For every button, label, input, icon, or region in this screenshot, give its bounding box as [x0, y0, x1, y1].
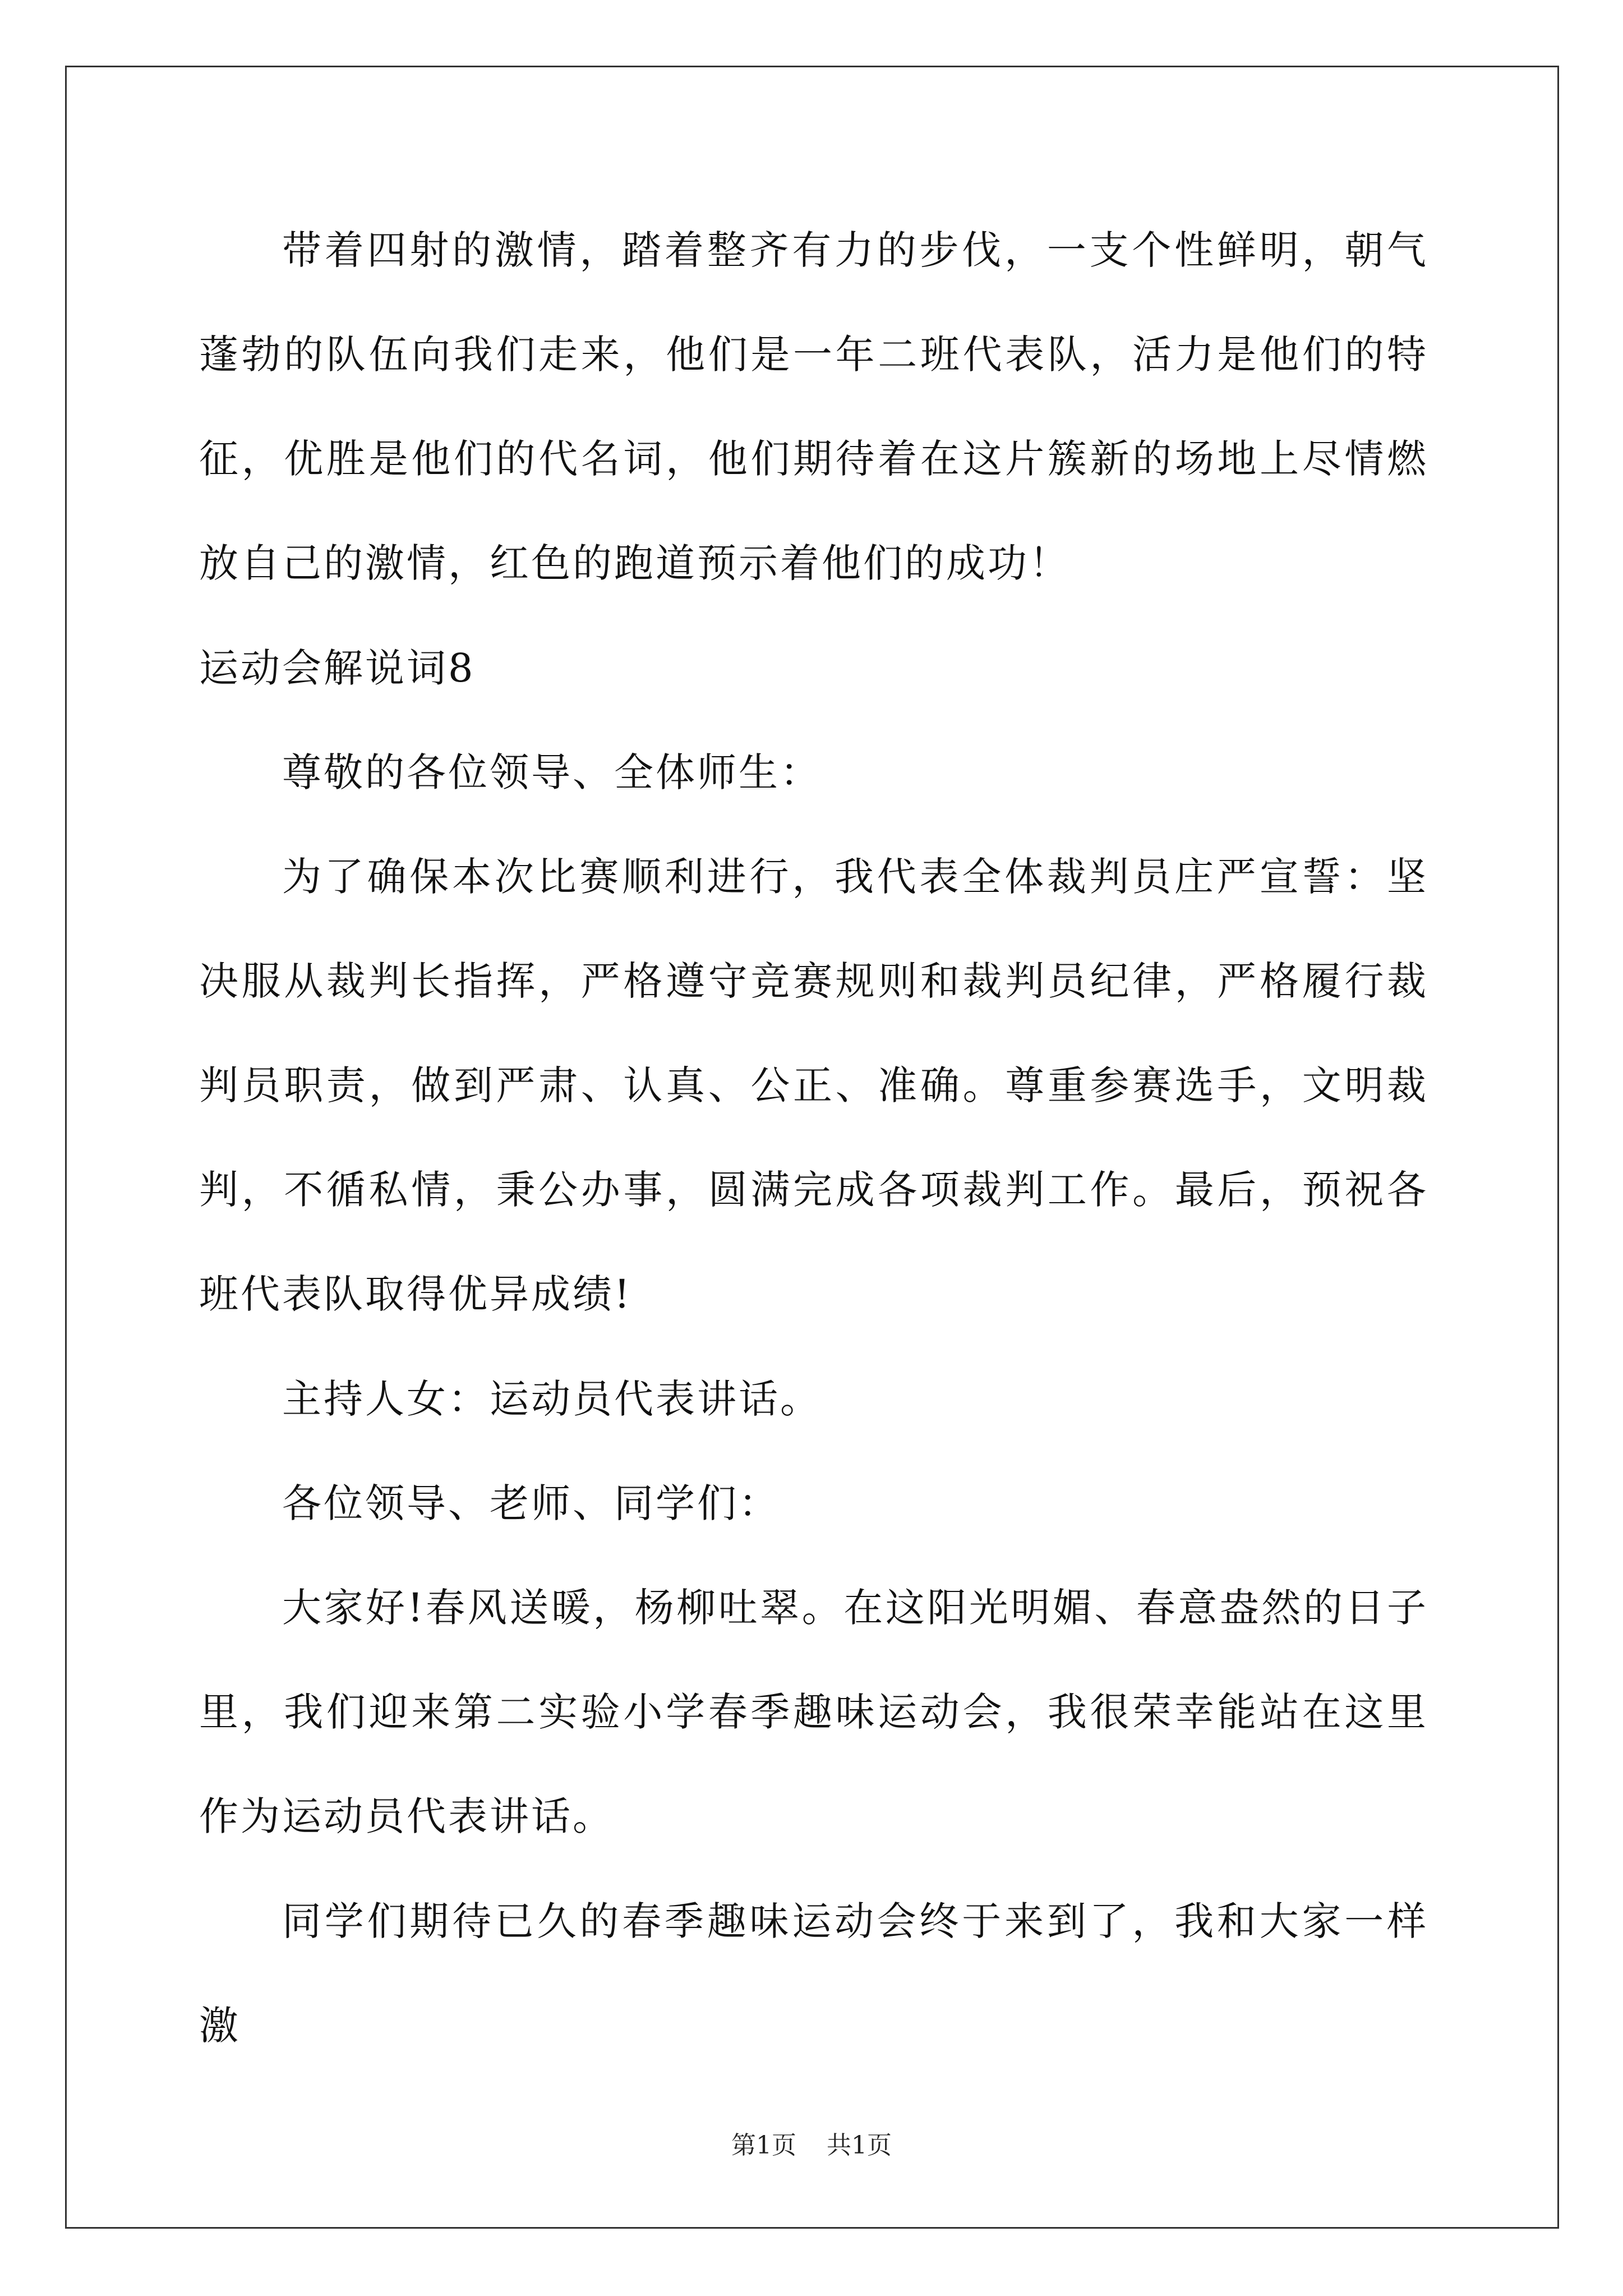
paragraph-greeting: 尊敬的各位领导、全体师生： [282, 749, 822, 795]
paragraph-continuation: 同学们期待已久的春季趣味运动会终于来到了，我和大家一样激 [199, 1898, 1428, 2049]
page-footer [0, 2129, 1623, 2162]
page-total: 共1页 [827, 2131, 892, 2160]
section-heading: 运动会解说词8 [199, 645, 476, 691]
paragraph-referee-oath: 为了确保本次比赛顺利进行，我代表全体裁判员庄严宣誓：坚决服从裁判长指挥，严格遵守竞赛规则和裁判员纪律，严格履行裁判员职责，做到严肃、认真、公正、准确。尊重参赛选手，文明裁判，不循私情，秉公办事，圆满完成各项裁判工作。最后，预祝各班代表队取得优异成绩! [199, 854, 1428, 1317]
page-number: 第1页 [731, 2131, 796, 2160]
paragraph-team-intro: 带着四射的激情，踏着整齐有力的步伐，一支个性鲜明，朝气蓬勃的队伍向我们走来，他们是一年二班代表队，活力是他们的特征，优胜是他们的代名词，他们期待着在这片簇新的场地上尽情燃放自己的激情，红色的跑道预示着他们的成功！ [199, 227, 1428, 586]
paragraph-athlete-speech: 大家好!春风送暖，杨柳吐翠。在这阳光明媚、春意盎然的日子里，我们迎来第二实验小学春季趣味运动会，我很荣幸能站在这里作为运动员代表讲话。 [199, 1585, 1428, 1839]
paragraph-host-line: 主持人女：运动员代表讲话。 [282, 1376, 822, 1422]
paragraph-salutation: 各位领导、老师、同学们： [282, 1480, 780, 1526]
